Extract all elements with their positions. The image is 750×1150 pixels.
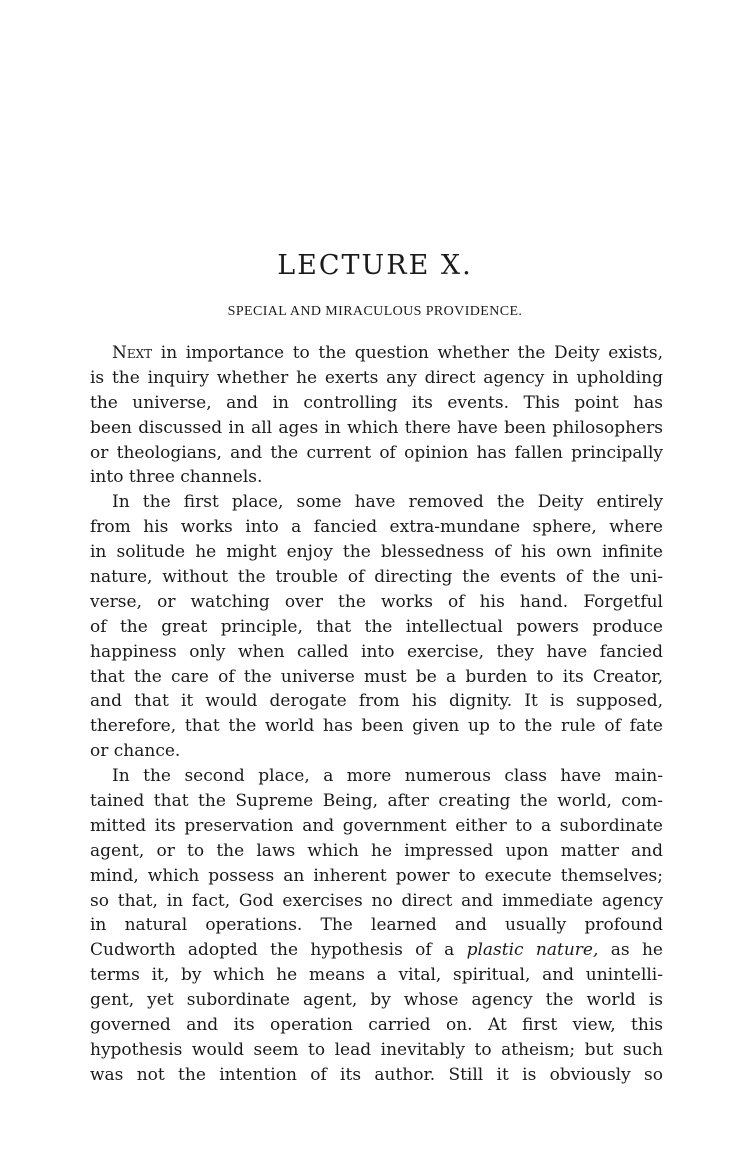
paragraph-2-line: In the first place, some have removed the Deity entirely: [112, 492, 663, 513]
paragraph-2-line: verse, or watching over the works of his hand. Forgetful: [90, 591, 663, 612]
paragraph-2-line: from his works into a fancied extra-mundane sphere, where: [90, 517, 663, 538]
paragraph-3-line: hypothesis would seem to lead inevitably to atheism; but such: [90, 1039, 663, 1060]
paragraph-2-line: that the care of the universe must be a burden to its Creator,: [90, 666, 663, 687]
paragraph-3-line: mitted its preservation and government either to a subordinate: [90, 815, 663, 836]
paragraph-1-line-1-text: in importance to the question whether the Deity exists,: [160, 343, 663, 363]
paragraph-1-line: been discussed in all ages in which there have been philosophers: [90, 417, 663, 438]
drop-word: Next: [112, 343, 153, 363]
paragraph-2-line: and that it would derogate from his dignity. It is supposed,: [90, 691, 663, 712]
paragraph-1-line: or theologians, and the current of opinion has fallen principally: [90, 442, 663, 463]
paragraph-3-line: In the second place, a more numerous class have main-: [112, 766, 663, 787]
paragraph-2-line: nature, without the trouble of directing the events of the uni-: [90, 567, 663, 588]
italic-line-after: as he: [610, 940, 663, 961]
paragraph-3-line: in natural operations. The learned and usually profound: [90, 915, 663, 936]
paragraph-2-line: of the great principle, that the intellectual powers produce: [90, 616, 663, 637]
italic-line-before: Cudworth adopted the hypothesis of a: [90, 940, 455, 961]
paragraph-3-line: mind, which possess an inherent power to execute themselves;: [90, 865, 663, 886]
paragraph-1-line: [90, 341, 663, 366]
paragraph-3-line: tained that the Supreme Being, after creating the world, com-: [90, 791, 663, 812]
lecture-title: LECTURE X.: [277, 250, 473, 281]
paragraph-3-line: was not the intention of its author. Still it is obviously so: [90, 1064, 663, 1085]
paragraph-3-line: gent, yet subordinate agent, by whose agency the world is: [90, 990, 663, 1011]
paragraph-1-line: the universe, and in controlling its events. This point has: [90, 392, 663, 413]
paragraph-3-line: terms it, by which he means a vital, spiritual, and unintelli-: [90, 965, 663, 986]
paragraph-3-line: agent, or to the laws which he impressed upon matter and: [90, 840, 663, 861]
paragraph-1-line: into three channels.: [90, 467, 263, 488]
paragraph-1-line: is the inquiry whether he exerts any direct agency in upholding: [90, 367, 663, 388]
lecture-subtitle: SPECIAL AND MIRACULOUS PROVIDENCE.: [227, 304, 523, 319]
paragraph-2-line: in solitude he might enjoy the blessedness of his own infinite: [90, 542, 663, 563]
paragraph-2-line: therefore, that the world has been given up to the rule of fate: [90, 716, 663, 737]
paragraph-3-line-italic: [90, 938, 663, 963]
paragraph-2-line: or chance.: [90, 741, 181, 762]
paragraph-3-line: governed and its operation carried on. At first view, this: [90, 1015, 663, 1036]
italic-phrase: plastic nature,: [466, 940, 599, 961]
paragraph-2-line: happiness only when called into exercise, they have fancied: [90, 641, 663, 662]
paragraph-3-line: so that, in fact, God exercises no direct and immediate agency: [90, 890, 663, 911]
body-text: [90, 341, 663, 1088]
